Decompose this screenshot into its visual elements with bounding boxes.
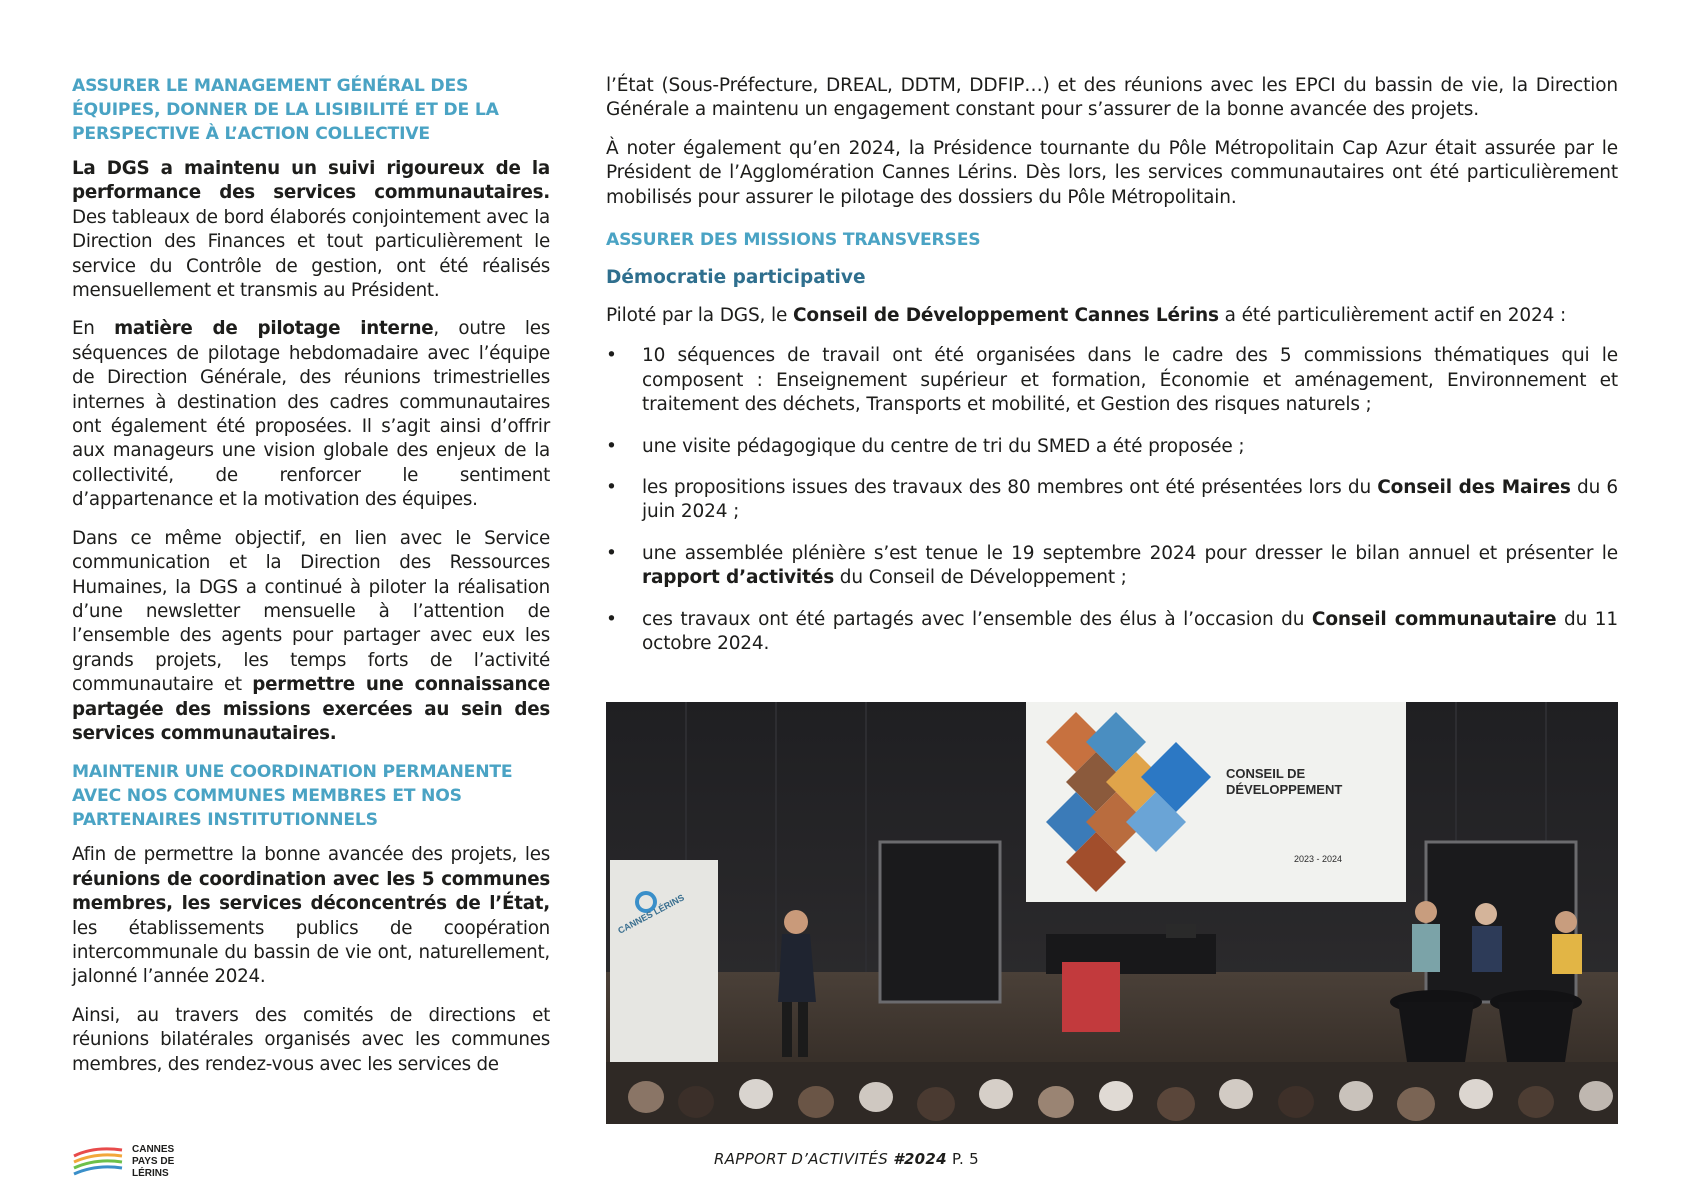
list-item-text: une visite pédagogique du centre de tri du SMED a été proposée ; bbox=[642, 435, 1245, 457]
bullet-icon: • bbox=[606, 608, 617, 630]
bullet-icon: • bbox=[606, 345, 617, 367]
subheading-democratie: Démocratie participative bbox=[606, 267, 866, 289]
footer-label: RAPPORT D’ACTIVITÉS bbox=[714, 1150, 894, 1168]
banner-text: CANNES LÉRINS bbox=[616, 892, 686, 936]
paragraph-performance bbox=[72, 157, 550, 303]
list-item-text: 10 séquences de travail ont été organisées dans le cadre des 5 commissions thématiques qui le composent : Enseignement supérieur et formation, Économie et aménagement, Environnement et traitement des déchets, Transports et mobilité, et Gestion des risques naturels ; bbox=[642, 345, 1618, 416]
list-item-text: une assemblée plénière s’est tenue le 19 septembre 2024 pour dresser le bilan annuel et présenter le bbox=[642, 542, 1618, 564]
paragraph-bold: permettre une connaissance partagée des missions exercées au sein des services communautaires. bbox=[72, 674, 550, 744]
paragraph-text: Dans ce même objectif, en lien avec le Service communication et la Direction des Ressources Humaines, la DGS a continué à piloter la réalisation d’une newsletter mensuelle à l’attention de l’ensemble des agents pour partager avec eux les grands projets, les temps forts de l’activité communautaire et bbox=[72, 527, 550, 696]
list-item bbox=[606, 344, 1618, 417]
paragraph-cap-azur: À noter également qu’en 2024, la Présidence tournante du Pôle Métropolitain Cap Azur était assurée par le Président de l’Agglomération Cannes Lérins. Dès lors, les services communautaires ont été particulièrement mobilisés pour assurer le pilotage des dossiers du Pôle Métropolitain. bbox=[606, 137, 1618, 208]
logo-line2: PAYS DE bbox=[132, 1156, 175, 1167]
footer-year: #2024 bbox=[893, 1150, 947, 1168]
paragraph-text: , outre les séquences de pilotage hebdomadaire avec l’équipe de Direction Générale, des réunions trimestrielles internes à destination des cadres communautaires ont également été proposées. Il s’agit ainsi d’offrir aux manageurs une vision globale des enjeux de la collectivité, de renforcer le sentiment d’appartenance et la motivation des équipes. bbox=[72, 318, 551, 511]
section-heading-management: ASSURER LE MANAGEMENT GÉNÉRAL DES ÉQUIPES, DONNER DE LA LISIBILITÉ ET DE LA PERSPECTIVE À L’ACTION COLLECTIVE bbox=[72, 76, 499, 144]
list-item-bold: rapport d’activités bbox=[642, 567, 835, 589]
list-item-bold: Conseil des Maires bbox=[1377, 477, 1571, 499]
screen-years: 2023 - 2024 bbox=[1294, 854, 1343, 864]
list-item-text: du 11 octobre 2024. bbox=[642, 608, 1618, 655]
screen-title-line2: DÉVELOPPEMENT bbox=[1226, 782, 1343, 797]
logo-waves-icon bbox=[72, 1140, 192, 1180]
paragraph-text: Piloté par la DGS, le bbox=[606, 305, 793, 327]
page-number: P. 5 bbox=[946, 1150, 979, 1168]
list-item-text: les propositions issues des travaux des 80 membres ont été présentées lors du bbox=[642, 477, 1378, 499]
list-item-bold: Conseil communautaire bbox=[1311, 608, 1557, 630]
screen-title-line1: CONSEIL DE bbox=[1226, 766, 1306, 781]
paragraph-bold: matière de pilotage interne bbox=[114, 318, 434, 340]
paragraph-etat: l’État (Sous-Préfecture, DREAL, DDTM, DDFIP…) et des réunions avec les EPCI du bassin de vie, la Direction Générale a maintenu un engagement constant pour s’assurer de la bonne avancée des projets. bbox=[606, 75, 1618, 121]
list-item-text: du Conseil de Développement ; bbox=[834, 567, 1127, 589]
logo-line3: LÉRINS bbox=[132, 1168, 169, 1179]
event-photo-illustration bbox=[606, 702, 1618, 1124]
paragraph-conseil bbox=[606, 304, 1618, 328]
list-item bbox=[606, 435, 1618, 459]
activity-list bbox=[606, 344, 1618, 656]
paragraph-text: a été particulièrement actif en 2024 : bbox=[1218, 305, 1567, 327]
paragraph-bold: La DGS a maintenu un suivi rigoureux de la performance des services communautaires. bbox=[72, 158, 550, 204]
paragraph-text: En bbox=[72, 318, 115, 340]
logo-line1: CANNES bbox=[132, 1144, 175, 1155]
right-column bbox=[606, 74, 1618, 674]
paragraph-text: Des tableaux de bord élaborés conjointement avec la Direction des Finances et tout particulièrement le service du Contrôle de gestion, ont été réalisés mensuellement et transmis au Président. bbox=[72, 206, 550, 302]
paragraph-text: les établissements publics de coopération intercommunale du bassin de vie ont, naturellement, jalonné l’année 2024. bbox=[72, 917, 550, 988]
page-footer bbox=[714, 1150, 979, 1168]
paragraph-bold: Conseil de Développement Cannes Lérins bbox=[792, 305, 1219, 327]
paragraph-bold: réunions de coordination avec les 5 communes membres, les services déconcentrés de l’État, bbox=[72, 868, 550, 915]
paragraph-coordination bbox=[72, 843, 550, 989]
list-item bbox=[606, 476, 1618, 525]
paragraph-pilotage bbox=[72, 317, 550, 512]
cannes-lerins-logo bbox=[72, 1140, 192, 1180]
paragraph-comites: Ainsi, au travers des comités de directions et réunions bilatérales organisés avec les communes membres, des rendez-vous avec les services de bbox=[72, 1004, 550, 1075]
section-heading-coordination: MAINTENIR UNE COORDINATION PERMANENTE AVEC NOS COMMUNES MEMBRES ET NOS PARTENAIRES INSTITUTIONNELS bbox=[72, 762, 513, 831]
audience bbox=[606, 1062, 1618, 1124]
bullet-icon: • bbox=[606, 477, 617, 499]
bullet-icon: • bbox=[606, 542, 617, 564]
bullet-icon: • bbox=[606, 435, 617, 457]
paragraph-newsletter bbox=[72, 527, 550, 747]
paragraph-text: Afin de permettre la bonne avancée des projets, les bbox=[72, 844, 550, 866]
list-item bbox=[606, 542, 1618, 591]
event-photo bbox=[606, 702, 1618, 1124]
list-item-text: ces travaux ont été partagés avec l’ensemble des élus à l’occasion du bbox=[642, 608, 1312, 630]
section-heading-transverses: ASSURER DES MISSIONS TRANSVERSES bbox=[606, 230, 981, 251]
list-item bbox=[606, 608, 1618, 657]
list-item-text: du 6 juin 2024 ; bbox=[642, 477, 1618, 523]
left-column bbox=[72, 74, 550, 1091]
